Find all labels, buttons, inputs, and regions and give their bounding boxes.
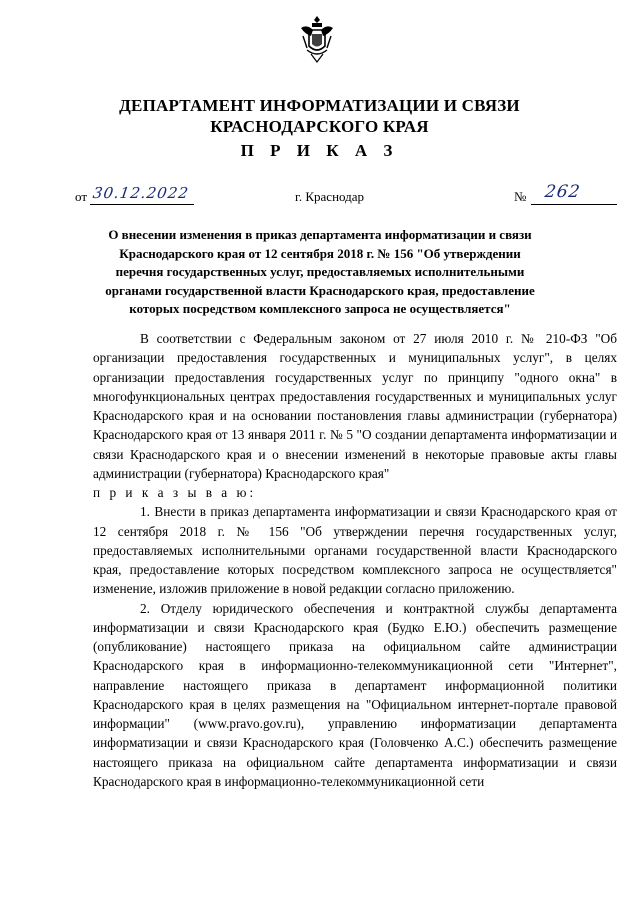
date-label: от	[75, 189, 88, 204]
org-name-line-1: ДЕПАРТАМЕНТ ИНФОРМАТИЗАЦИИ И СВЯЗИ	[119, 96, 520, 115]
number-label: №	[514, 189, 527, 204]
document-body	[93, 329, 617, 791]
date-underline	[90, 204, 194, 205]
item-2-paragraph: 2. Отделу юридического обеспечения и контрактной службы департамента информатизации и связи Краснодарского края (Будко Е.Ю.) обеспечить размещение (опубликование) настоящего приказа на официальном сайте администрации Краснодарского края в информационно-телекоммуникационной сети "Интернет", направление настоящего приказа в департамент информационной политики Краснодарского края в целях размещения на "Официальном интернет-портале правовой информации" (www.pravo.gov.ru), управлению информатизации департамента информатизации и связи Краснодарского края (Головченко А.С.) обеспечить размещение настоящего приказа на официальном сайте департамента информатизации и связи Краснодарского края в информационно-телекоммуникационной сети	[93, 600, 617, 789]
number-underline	[531, 204, 617, 205]
intro-paragraph: В соответствии с Федеральным законом от 27 июля 2010 г. № 210-ФЗ "Об организации предоставления государственных и муниципальных услуг", в целях организации предоставления государственных услуг по принципу "одного окна" в многофункциональных центрах предоставления государственных и муниципальных услуг Краснодарского края и на основании постановления главы администрации (губернатора) Краснодарского края от 13 января 2011 г. № 5 "О создании департамента информатизации и связи Краснодарского края и о внесении изменений в некоторые правовые акты главы администрации (губернатора) Краснодарского края"	[93, 331, 617, 481]
item-1-paragraph: 1. Внести в приказ департамента информатизации и связи Краснодарского края от 12 сентября 2018 г. № 156 "Об утверждении перечня государственных услуг, предоставляемых исполнительными органами государственной власти Краснодарского края, предоставление которых посредством комплексного запроса не осуществляется" изменение, изложив приложение в новой редакции согласно приложению.	[93, 504, 617, 597]
city-label: г. Краснодар	[295, 189, 365, 204]
prikazyvayu-line: п р и к а з ы в а ю:	[93, 485, 257, 500]
document-type-title: П Р И К А З	[240, 141, 399, 160]
document-subject: О внесении изменения в приказ департамента информатизации и связи Краснодарского края от 12 сентября 2018 г. № 156 "Об утверждении перечня государственных услуг, предоставляемых исполнительными органами государственной власти Краснодарского края, предоставление которых посредством комплексного запроса не осуществляется"	[105, 227, 535, 316]
org-name-line-2: КРАСНОДАРСКОГО КРАЯ	[210, 117, 429, 136]
handwritten-number: 262	[543, 182, 582, 202]
handwritten-date: 30.12.2022	[91, 184, 191, 202]
coat-of-arms-emblem	[297, 14, 337, 64]
